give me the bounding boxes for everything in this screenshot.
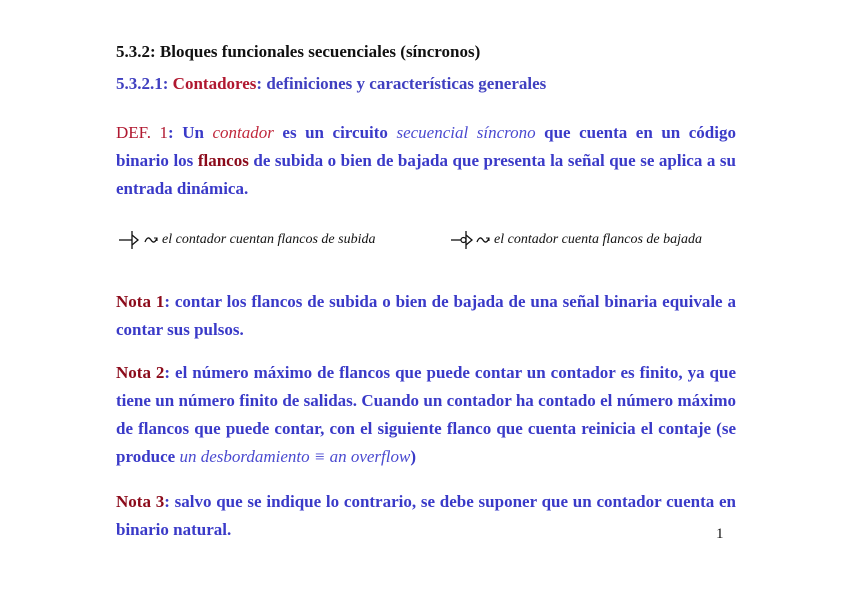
definition-text-d: de subida o bien de bajada que presenta la señal que se aplica a su entrada dinámica.	[116, 151, 736, 198]
note-3	[116, 488, 736, 544]
falling-edge-input-icon	[450, 229, 494, 251]
note-2-label: Nota 2	[116, 363, 165, 382]
term-flancos: flancos	[197, 151, 249, 170]
rising-edge-legend	[118, 229, 375, 251]
definition-label: DEF. 1	[116, 123, 169, 142]
note-2	[116, 359, 736, 471]
page-number: 1	[716, 526, 724, 542]
term-contador: contador	[212, 123, 274, 142]
rising-edge-input-icon	[118, 229, 162, 251]
subsection-number: 5.3.2.1:	[116, 74, 173, 93]
falling-edge-legend	[450, 229, 702, 251]
definition-text-c: que cuenta en un código binario los	[116, 123, 736, 170]
definition-paragraph	[116, 119, 736, 203]
note-1-text: : contar los flancos de subida o bien de bajada de una señal binaria equivale a contar sus pulsos.	[116, 292, 736, 339]
falling-edge-label: el contador cuenta flancos de bajada	[494, 232, 703, 248]
subsection-rest: : definiciones y características generales	[256, 74, 547, 93]
section-title: 5.3.2: Bloques funcionales secuenciales (síncronos)	[116, 42, 481, 61]
term-secuencial-sincrono: secuencial síncrono	[396, 123, 536, 142]
note-2-italic: un desbordamiento ≡ an overflow	[179, 447, 411, 466]
note-2-text: : el número máximo de flancos que puede contar un contador es finito, ya que tiene un número finito de salidas. Cuando un contador ha contado el número máximo de flancos que puede contar, con el siguiente flanco que cuenta reinicia el contaje (se produce	[116, 363, 736, 466]
definition-text-b: es un circuito	[273, 123, 397, 142]
note-3-label: Nota 3	[116, 492, 165, 511]
definition-text-a: Un	[182, 123, 213, 142]
rising-edge-label: el contador cuentan flancos de subida	[162, 232, 376, 248]
note-3-text: : salvo que se indique lo contrario, se debe suponer que un contador cuenta en binario natural.	[116, 492, 736, 539]
note-1-label: Nota 1	[116, 292, 165, 311]
subsection-title	[116, 74, 546, 94]
definition-colon: :	[168, 123, 183, 142]
note-2-tail: )	[410, 447, 417, 466]
note-1	[116, 288, 736, 344]
subsection-keyword: Contadores	[172, 74, 257, 93]
